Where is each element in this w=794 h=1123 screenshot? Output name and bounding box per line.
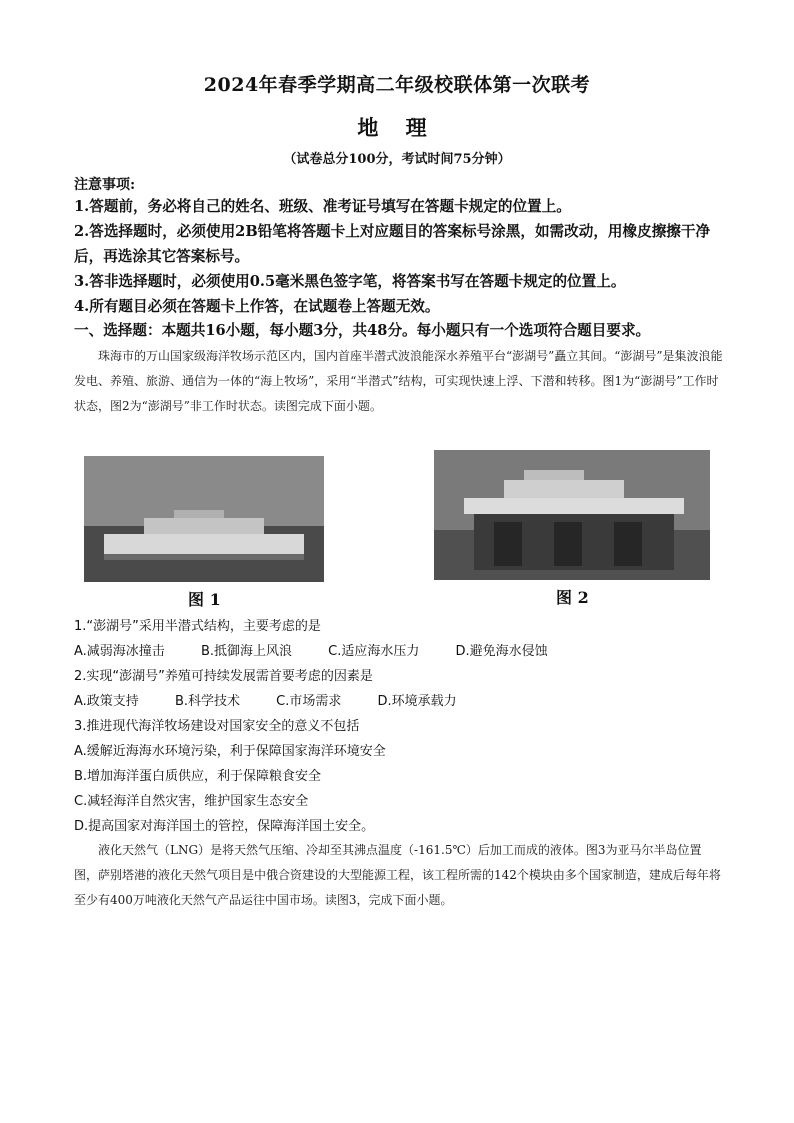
q1-option-b: B.抵御海上风浪 xyxy=(200,644,293,659)
question-3-stem: 3.推进现代海洋牧场建设对国家安全的意义不包括 xyxy=(74,719,360,734)
passage-1: 珠海市的万山国家级海洋牧场示范区内，国内首座半潜式波浪能深水养殖平台“澎湖号”矗立其间。“澎湖号”是集波浪能发电、养殖、旅游、通信为一体的“海上牧场”，采用“半潜式”结构，可实现快速上浮、下潜和转移。图1为“澎湖号”工作时状态，图2为“澎湖号”非工作时状态。读图完成下面小题。 xyxy=(74,349,723,413)
figure-2-caption: 图 2 xyxy=(556,588,589,607)
platform-working-illustration xyxy=(84,456,324,582)
q1-option-c: C.适应海水压力 xyxy=(328,644,420,659)
question-2-stem: 2.实现“澎湖号”养殖可持续发展需首要考虑的因素是 xyxy=(74,669,373,684)
figure-2-photo xyxy=(434,450,710,580)
exam-title: 2024年春季学期高二年级校联体第一次联考 xyxy=(203,74,591,96)
q2-option-d: D.环境承载力 xyxy=(377,694,457,709)
q3-option-b: B.增加海洋蛋白质供应，利于保障粮食安全 xyxy=(74,769,322,784)
platform-idle-illustration xyxy=(434,450,710,580)
question-2-options xyxy=(74,690,489,709)
q2-option-b: B.科学技术 xyxy=(174,694,241,709)
question-1-options xyxy=(74,640,580,659)
notice-item-3: 3.答非选择题时，必须使用0.5毫米黑色签字笔，将答案书写在答题卡规定的位置上。 xyxy=(74,273,626,290)
question-1-stem: 1.“澎湖号”采用半潜式结构，主要考虑的是 xyxy=(74,619,321,634)
q1-option-a: A.减弱海冰撞击 xyxy=(74,644,165,659)
q1-option-d: D.避免海水侵蚀 xyxy=(455,644,548,659)
subject-title: 地 理 xyxy=(357,115,437,140)
figure-1-photo xyxy=(84,456,324,582)
passage-2: 液化天然气（LNG）是将天然气压缩、冷却至其沸点温度（-161.5℃）后加工而成的液体。图3为亚马尔半岛位置图，萨别塔港的液化天然气项目是中俄合资建设的大型能源工程，该工程所需的142个模块由多个国家制造，建成后每年将至少有400万吨液化天然气产品运往中国市场。读图3，完成下面小题。 xyxy=(74,843,721,907)
q2-option-a: A.政策支持 xyxy=(74,694,139,709)
notice-item-4: 4.所有题目必须在答题卡上作答，在试题卷上答题无效。 xyxy=(74,298,440,315)
figure-1-caption: 图 1 xyxy=(188,590,221,609)
q3-option-a: A.缓解近海海水环境污染，利于保障国家海洋环境安全 xyxy=(74,744,386,759)
q3-option-c: C.减轻海洋自然灾害，维护国家生态安全 xyxy=(74,794,309,809)
notice-item-2: 2.答选择题时，必须使用2B铅笔将答题卡上对应题目的答案标号涂黑，如需改动，用橡皮擦擦干净后，再选涂其它答案标号。 xyxy=(74,223,711,265)
notice-item-1: 1.答题前，务必将自己的姓名、班级、准考证号填写在答题卡规定的位置上。 xyxy=(74,198,571,215)
q2-option-c: C.市场需求 xyxy=(276,694,342,709)
exam-meta: （试卷总分100分，考试时间75分钟） xyxy=(283,152,511,167)
notice-title: 注意事项: xyxy=(74,177,136,193)
section-heading: 一、选择题：本题共16小题，每小题3分，共48分。每小题只有一个选项符合题目要求。 xyxy=(74,322,651,339)
q3-option-d: D.提高国家对海洋国土的管控，保障海洋国土安全。 xyxy=(74,819,375,834)
